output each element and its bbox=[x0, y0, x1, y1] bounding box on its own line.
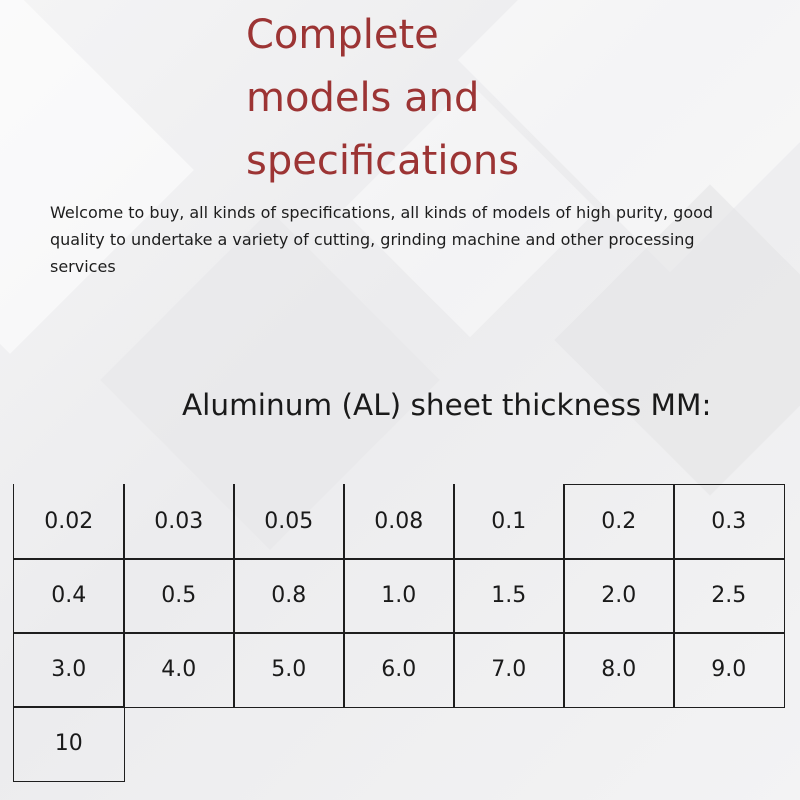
page-title bbox=[246, 4, 666, 193]
thickness-cell: 0.08 bbox=[343, 484, 455, 560]
thickness-cell: 10 bbox=[13, 706, 125, 782]
description-text: Welcome to buy, all kinds of specifications, all kinds of models of high purity, good quality to undertake a variety of cutting, grinding machine and other processing services bbox=[50, 203, 714, 276]
title-line: models and bbox=[246, 75, 480, 121]
thickness-cell: 0.5 bbox=[123, 558, 235, 634]
thickness-cell: 0.8 bbox=[233, 558, 345, 634]
thickness-cell: 2.5 bbox=[673, 558, 785, 634]
thickness-cell: 4.0 bbox=[123, 632, 235, 708]
thickness-cell: 0.05 bbox=[233, 484, 345, 560]
bg-shape bbox=[0, 0, 194, 354]
title-line: specifications bbox=[246, 138, 520, 184]
thickness-cell: 1.5 bbox=[453, 558, 565, 634]
thickness-cell: 8.0 bbox=[563, 632, 675, 708]
title-line: Complete bbox=[246, 12, 439, 58]
thickness-cell: 9.0 bbox=[673, 632, 785, 708]
thickness-cell: 2.0 bbox=[563, 558, 675, 634]
thickness-cell: 0.2 bbox=[563, 484, 675, 560]
thickness-cell: 0.3 bbox=[673, 484, 785, 560]
thickness-cell: 6.0 bbox=[343, 632, 455, 708]
thickness-cell: 5.0 bbox=[233, 632, 345, 708]
thickness-table bbox=[13, 484, 783, 780]
thickness-cell: 0.1 bbox=[453, 484, 565, 560]
table-heading: Aluminum (AL) sheet thickness MM: bbox=[182, 388, 712, 422]
thickness-cell: 7.0 bbox=[453, 632, 565, 708]
thickness-cell: 0.4 bbox=[13, 558, 125, 634]
thickness-cell: 0.02 bbox=[13, 484, 125, 560]
thickness-cell: 1.0 bbox=[343, 558, 455, 634]
thickness-cell: 3.0 bbox=[13, 632, 125, 708]
thickness-cell: 0.03 bbox=[123, 484, 235, 560]
